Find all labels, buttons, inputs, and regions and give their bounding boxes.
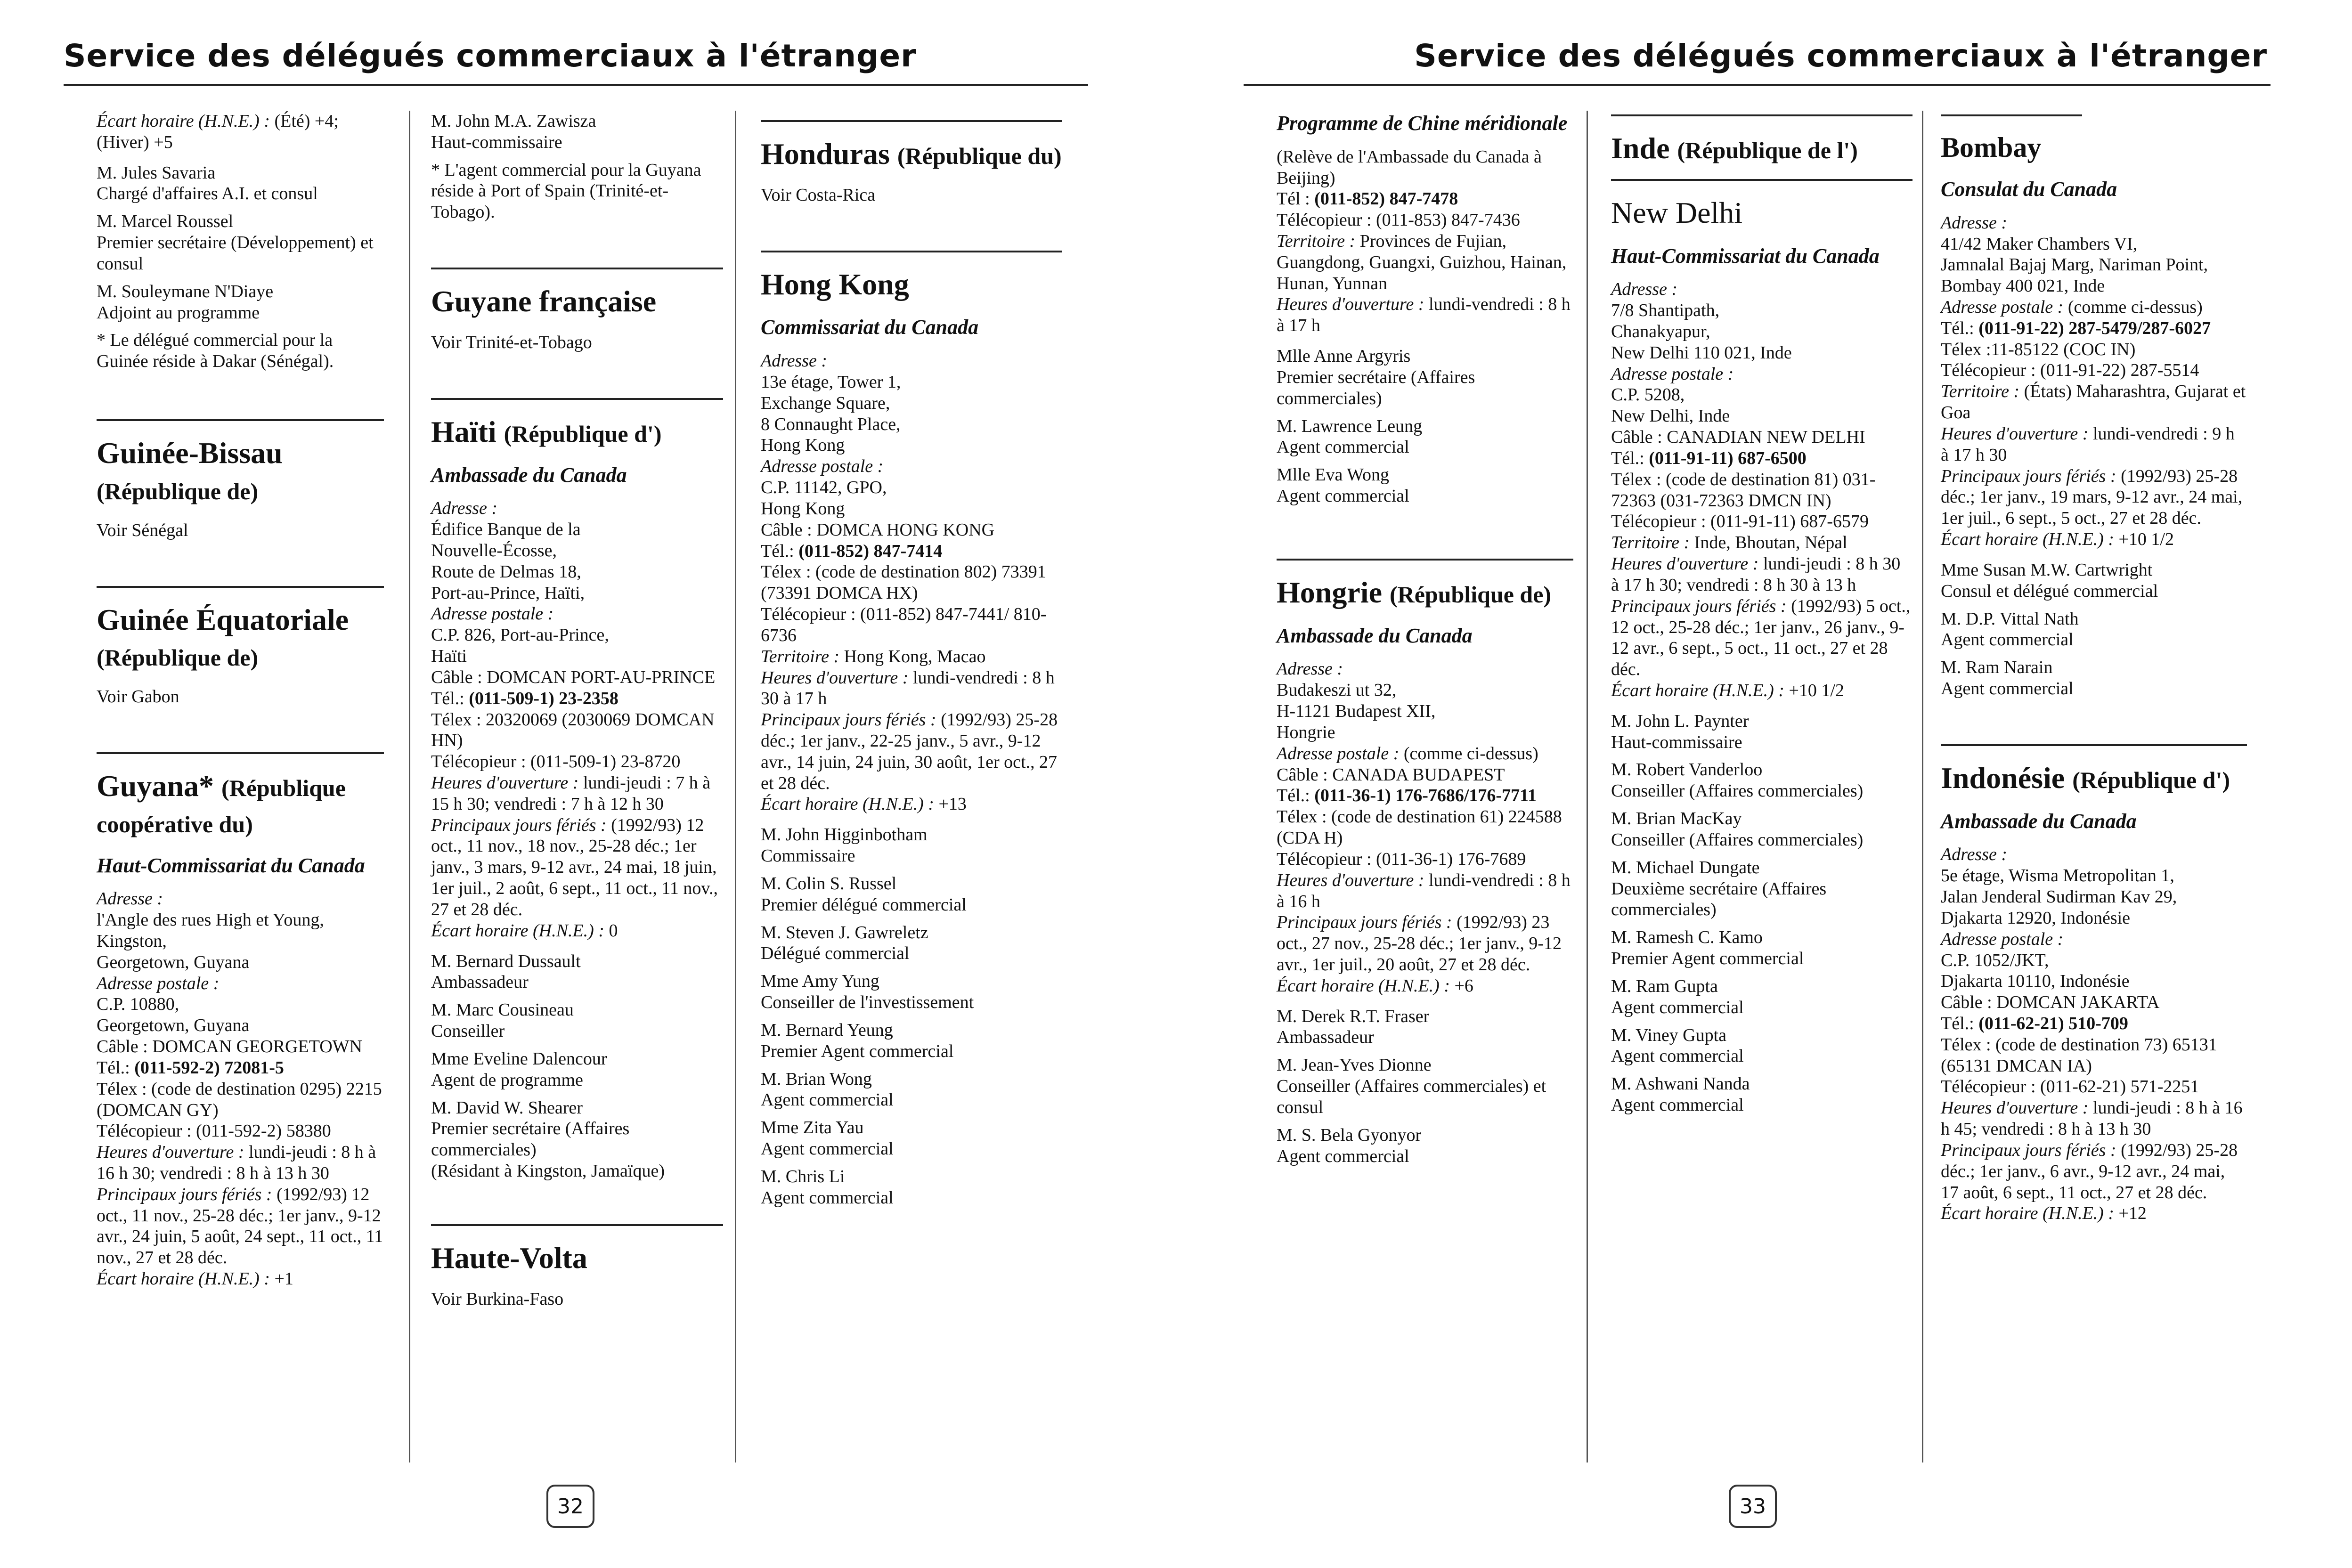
staff-entry: M. Marc Cousineau Conseiller	[431, 1000, 574, 1041]
section-rule	[97, 586, 384, 588]
page-number: 32	[546, 1485, 594, 1528]
staff-entry: M. Brian MacKay Conseiller (Affaires commerciales)	[1611, 809, 1864, 850]
office-name: Consulat du Canada	[1941, 178, 2117, 201]
staff-entry: Mlle Anne Argyris Premier secrétaire (Affaires commerciales)	[1277, 346, 1475, 408]
column-divider	[735, 111, 736, 1462]
page-header: Service des délégués commerciaux à l'étranger	[1414, 38, 2267, 74]
country-title: Guinée-Bissau (République de)	[97, 436, 283, 504]
staff-entry: M. Lawrence Leung Agent commercial	[1277, 416, 1423, 457]
staff-entry: M. Ramesh C. Kamo Premier Agent commercial	[1611, 927, 1804, 969]
section-rule	[761, 120, 1062, 122]
staff-entry: M. Michael Dungate Deuxième secrétaire (Affaires commerciales)	[1611, 857, 1827, 920]
staff-entry: Mme Eveline Dalencour Agent de programme	[431, 1048, 607, 1090]
header-rule	[1244, 84, 2271, 86]
header-rule	[64, 84, 1088, 86]
country-title: Indonésie (République d')	[1941, 761, 2230, 795]
staff-entry: M. Ram Gupta Agent commercial	[1611, 976, 1744, 1017]
staff-entry: Mlle Eva Wong Agent commercial	[1277, 465, 1409, 506]
country-title: Hongrie (République de)	[1277, 575, 1552, 609]
staff-entry: M. David W. Shearer Premier secrétaire (Affaires commerciales) (Résidant à Kingston, Jamaïque)	[431, 1097, 665, 1181]
address-block: Adresse : 5e étage, Wisma Metropolitan 1, Jalan Jenderal Sudirman Kav 29, Djakarta 12920, Indonésie Adresse postale : C.P. 1052/JKT, Djakarta 10110, Indonésie Câble : DOMCAN JAKARTA Tél.: (011-62-21) 510-709 Télex : (code de destination 73) 65131 (65131 DMCAN IA) Télécopieur : (011-62-21) 571-2251 Heures d'ouverture : lundi-jeudi : 8 h à 16 h 45; vendredi : 8 h à 13 h 30 Principaux jours fériés : (1992/93) 25-28 déc.; 1er janv., 6 avr., 9-12 avr., 24 mai, 17 août, 6 sept., 11 oct., 27 et 28 déc. Écart horaire (H.N.E.) : +12	[1941, 845, 2243, 1224]
office-name: Ambassade du Canada	[431, 463, 627, 487]
staff-entry: Mme Amy Yung Conseiller de l'investissement	[761, 971, 974, 1013]
office-name: Ambassade du Canada	[1941, 809, 2137, 833]
staff-entry: M. Colin S. Russel Premier délégué commercial	[761, 873, 967, 915]
page-header: Service des délégués commerciaux à l'étranger	[64, 38, 917, 74]
column-1	[1277, 111, 1573, 1173]
staff-entry: M. Viney Gupta Agent commercial	[1611, 1025, 1744, 1066]
address-block: Adresse : 13e étage, Tower 1, Exchange Square, 8 Connaught Place, Hong Kong Adresse postale : C.P. 11142, GPO, Hong Kong Câble : DOMCA HONG KONG Tél.: (011-852) 847-7414 Télex : (code de destination 802) 73391 (73391 DOMCA HX) Télécopieur : (011-852) 847-7441/ 810-6736 Territoire : Hong Kong, Macao Heures d'ouverture : lundi-vendredi : 8 h 30 à 17 h Principaux jours fériés : (1992/93) 25-28 déc.; 1er janv., 22-25 janv., 5 avr., 9-12 avr., 14 juin, 24 juin, 30 août, 1er oct., 27 et 28 déc. Écart horaire (H.N.E.) : +13	[761, 351, 1058, 814]
staff-entry: M. Derek R.T. Fraser Ambassadeur	[1277, 1006, 1430, 1048]
staff-entry: Mme Susan M.W. Cartwright Consul et délégué commercial	[1941, 560, 2158, 601]
staff-entry: M. D.P. Vittal Nath Agent commercial	[1941, 609, 2079, 650]
footnote: * Le délégué commercial pour la Guinée réside à Dakar (Sénégal).	[97, 330, 334, 372]
address-block: Adresse : Édifice Banque de la Nouvelle-Écosse, Route de Delmas 18, Port-au-Prince, Haïti, Adresse postale : C.P. 826, Port-au-Prince, Haïti Câble : DOMCAN PORT-AU-PRINCE Tél.: (011-509-1) 23-2358 Télex : 20320069 (2030069 DOMCAN HN) Télécopieur : (011-509-1) 23-8720 Heures d'ouverture : lundi-jeudi : 7 h à 15 h 30; vendredi : 7 h à 12 h 30 Principaux jours fériés : (1992/93) 12 oct., 11 nov., 18 nov., 25-28 déc.; 1er janv., 3 mars, 9-12 avr., 24 mai, 18 juin, 1er juil., 2 août, 6 sept., 11 oct., 11 nov., 27 et 28 déc. Écart horaire (H.N.E.) : 0	[431, 498, 718, 941]
staff-entry: M. Jean-Yves Dionne Conseiller (Affaires commerciales) et consul	[1277, 1055, 1546, 1117]
senegal-ecart: Écart horaire (H.N.E.) : (Été) +4; (Hiver) +5	[97, 111, 339, 152]
section-rule	[761, 251, 1062, 252]
staff-entry: M. John M.A. Zawisza Haut-commissaire	[431, 111, 596, 152]
country-title: Hong Kong	[761, 267, 909, 301]
staff-entry: M. S. Bela Gyonyor Agent commercial	[1277, 1125, 1422, 1166]
staff-entry: M. Bernard Yeung Premier Agent commercial	[761, 1020, 954, 1061]
staff-entry: M. Bernard Dussault Ambassadeur	[431, 951, 581, 992]
address-block: Adresse : 7/8 Shantipath, Chanakyapur, New Delhi 110 021, Inde Adresse postale : C.P. 5208, New Delhi, Inde Câble : CANADIAN NEW DELHI Tél.: (011-91-11) 687-6500 Télex : (code de destination 81) 031-72363 (031-72363 DMCN IN) Télécopieur : (011-91-11) 687-6579 Territoire : Inde, Bhoutan, Népal Heures d'ouverture : lundi-jeudi : 8 h 30 à 17 h 30; vendredi : 8 h 30 à 13 h Principaux jours fériés : (1992/93) 5 oct., 12 oct., 25-28 déc.; 1er janv., 26 janv., 9-12 avr., 6 sept., 5 oct., 11 oct., 27 et 28 déc. Écart horaire (H.N.E.) : +10 1/2	[1611, 279, 1911, 700]
column-1	[97, 111, 384, 1299]
staff-entry: M. Jules Savaria Chargé d'affaires A.I. et consul	[97, 162, 318, 204]
column-divider	[1587, 111, 1588, 1462]
column-3	[761, 111, 1062, 1215]
country-title: Haïti (République d')	[431, 414, 662, 448]
section-rule	[1611, 114, 1913, 116]
staff-entry: M. Steven J. Gawreletz Délégué commercial	[761, 922, 928, 964]
section-rule	[97, 419, 384, 421]
see-reference: Voir Gabon	[97, 687, 179, 707]
see-reference: Voir Trinité-et-Tobago	[431, 332, 592, 352]
column-2	[1611, 111, 1913, 1122]
see-reference: Voir Costa-Rica	[761, 185, 876, 205]
section-rule	[97, 752, 384, 754]
footnote: * L'agent commercial pour la Guyana réside à Port of Spain (Trinité-et-Tobago).	[431, 160, 701, 222]
staff-entry: M. Robert Vanderloo Conseiller (Affaires commerciales)	[1611, 760, 1864, 801]
office-name: Programme de Chine méridionale	[1277, 112, 1568, 135]
country-title: Guyana* (République coopérative du)	[97, 769, 346, 837]
address-block: Adresse : 41/42 Maker Chambers VI, Jamnalal Bajaj Marg, Nariman Point, Bombay 400 021, Inde Adresse postale : (comme ci-dessus) Tél.: (011-91-22) 287-5479/287-6027 Télex :11-85122 (COC IN) Télécopieur : (011-91-22) 287-5514 Territoire : (États) Maharashtra, Gujarat et Goa Heures d'ouverture : lundi-vendredi : 9 h à 17 h 30 Principaux jours fériés : (1992/93) 25-28 déc.; 1er janv., 19 mars, 9-12 avr., 24 mai, 1er juil., 6 sept., 5 oct., 27 et 28 déc. Écart horaire (H.N.E.) : +10 1/2	[1941, 212, 2246, 550]
address-block: (Relève de l'Ambassade du Canada à Beijing) Tél : (011-852) 847-7478 Télécopieur : (011-853) 847-7436 Territoire : Provinces de Fujian, Guangdong, Guangxi, Guizhou, Hainan, Hunan, Yunnan Heures d'ouverture : lundi-vendredi : 8 h à 17 h	[1277, 146, 1571, 336]
staff-entry: M. John L. Paynter Haut-commissaire	[1611, 711, 1749, 752]
section-rule	[1941, 114, 2082, 116]
office-name: Commissariat du Canada	[761, 316, 979, 339]
section-rule	[1941, 744, 2247, 746]
staff-entry: M. Marcel Roussel Premier secrétaire (Développement) et consul	[97, 211, 374, 274]
page-33	[1173, 0, 2352, 1568]
office-name: Haut-Commissariat du Canada	[97, 853, 365, 877]
staff-entry: M. Brian Wong Agent commercial	[761, 1069, 894, 1110]
address-block: Adresse : l'Angle des rues High et Young, Kingston, Georgetown, Guyana Adresse postale : C.P. 10880, Georgetown, Guyana Câble : DOMCAN GEORGETOWN Tél.: (011-592-2) 72081-5 Télex : (code de destination 0295) 2215 (DOMCAN GY) Télécopieur : (011-592-2) 58380 Heures d'ouverture : lundi-jeudi : 8 h à 16 h 30; vendredi : 8 h à 13 h 30 Principaux jours fériés : (1992/93) 12 oct., 11 nov., 25-28 déc.; 1er janv., 9-12 avr., 24 juin, 5 août, 24 sept., 11 oct., 11 nov., 27 et 28 déc. Écart horaire (H.N.E.) : +1	[97, 889, 383, 1289]
staff-entry: Mme Zita Yau Agent commercial	[761, 1118, 894, 1159]
section-rule	[1611, 179, 1913, 181]
country-title: Inde (République de l')	[1611, 131, 1858, 165]
column-3	[1941, 111, 2247, 1234]
section-rule	[1277, 559, 1573, 561]
staff-entry: M. Ram Narain Agent commercial	[1941, 658, 2074, 699]
section-rule	[431, 398, 723, 400]
page-32	[0, 0, 1164, 1568]
address-block: Adresse : Budakeszi ut 32, H-1121 Budapest XII, Hongrie Adresse postale : (comme ci-dessus) Câble : CANADA BUDAPEST Tél.: (011-36-1) 176-7686/176-7711 Télex : (code de destination 61) 224588 (CDA H) Télécopieur : (011-36-1) 176-7689 Heures d'ouverture : lundi-vendredi : 8 h à 16 h Principaux jours fériés : (1992/93) 23 oct., 27 nov., 25-28 déc.; 1er janv., 9-12 avr., 1er juil., 20 août, 27 et 28 déc. Écart horaire (H.N.E.) : +6	[1277, 659, 1571, 996]
country-title: Guyane française	[431, 284, 657, 318]
section-rule	[431, 268, 723, 269]
office-name: Ambassade du Canada	[1277, 624, 1473, 647]
staff-entry: M. Souleymane N'Diaye Adjoint au programme	[97, 281, 274, 323]
city-title: Bombay	[1941, 132, 2042, 163]
page-number: 33	[1729, 1485, 1777, 1528]
city-title: New Delhi	[1611, 195, 1743, 229]
column-divider	[1922, 111, 1923, 1462]
staff-entry: M. John Higginbotham Commissaire	[761, 825, 928, 866]
staff-entry: M. Ashwani Nanda Agent commercial	[1611, 1074, 1750, 1115]
see-reference: Voir Sénégal	[97, 520, 188, 540]
section-rule	[431, 1224, 723, 1226]
staff-entry: M. Chris Li Agent commercial	[761, 1166, 894, 1208]
country-title: Haute-Volta	[431, 1241, 587, 1275]
office-name: Haut-Commissariat du Canada	[1611, 244, 1880, 268]
column-divider	[409, 111, 410, 1462]
column-2	[431, 111, 723, 1319]
country-title: Guinée Équatoriale (République de)	[97, 602, 349, 671]
see-reference: Voir Burkina-Faso	[431, 1289, 564, 1309]
country-title: Honduras (République du)	[761, 137, 1062, 171]
